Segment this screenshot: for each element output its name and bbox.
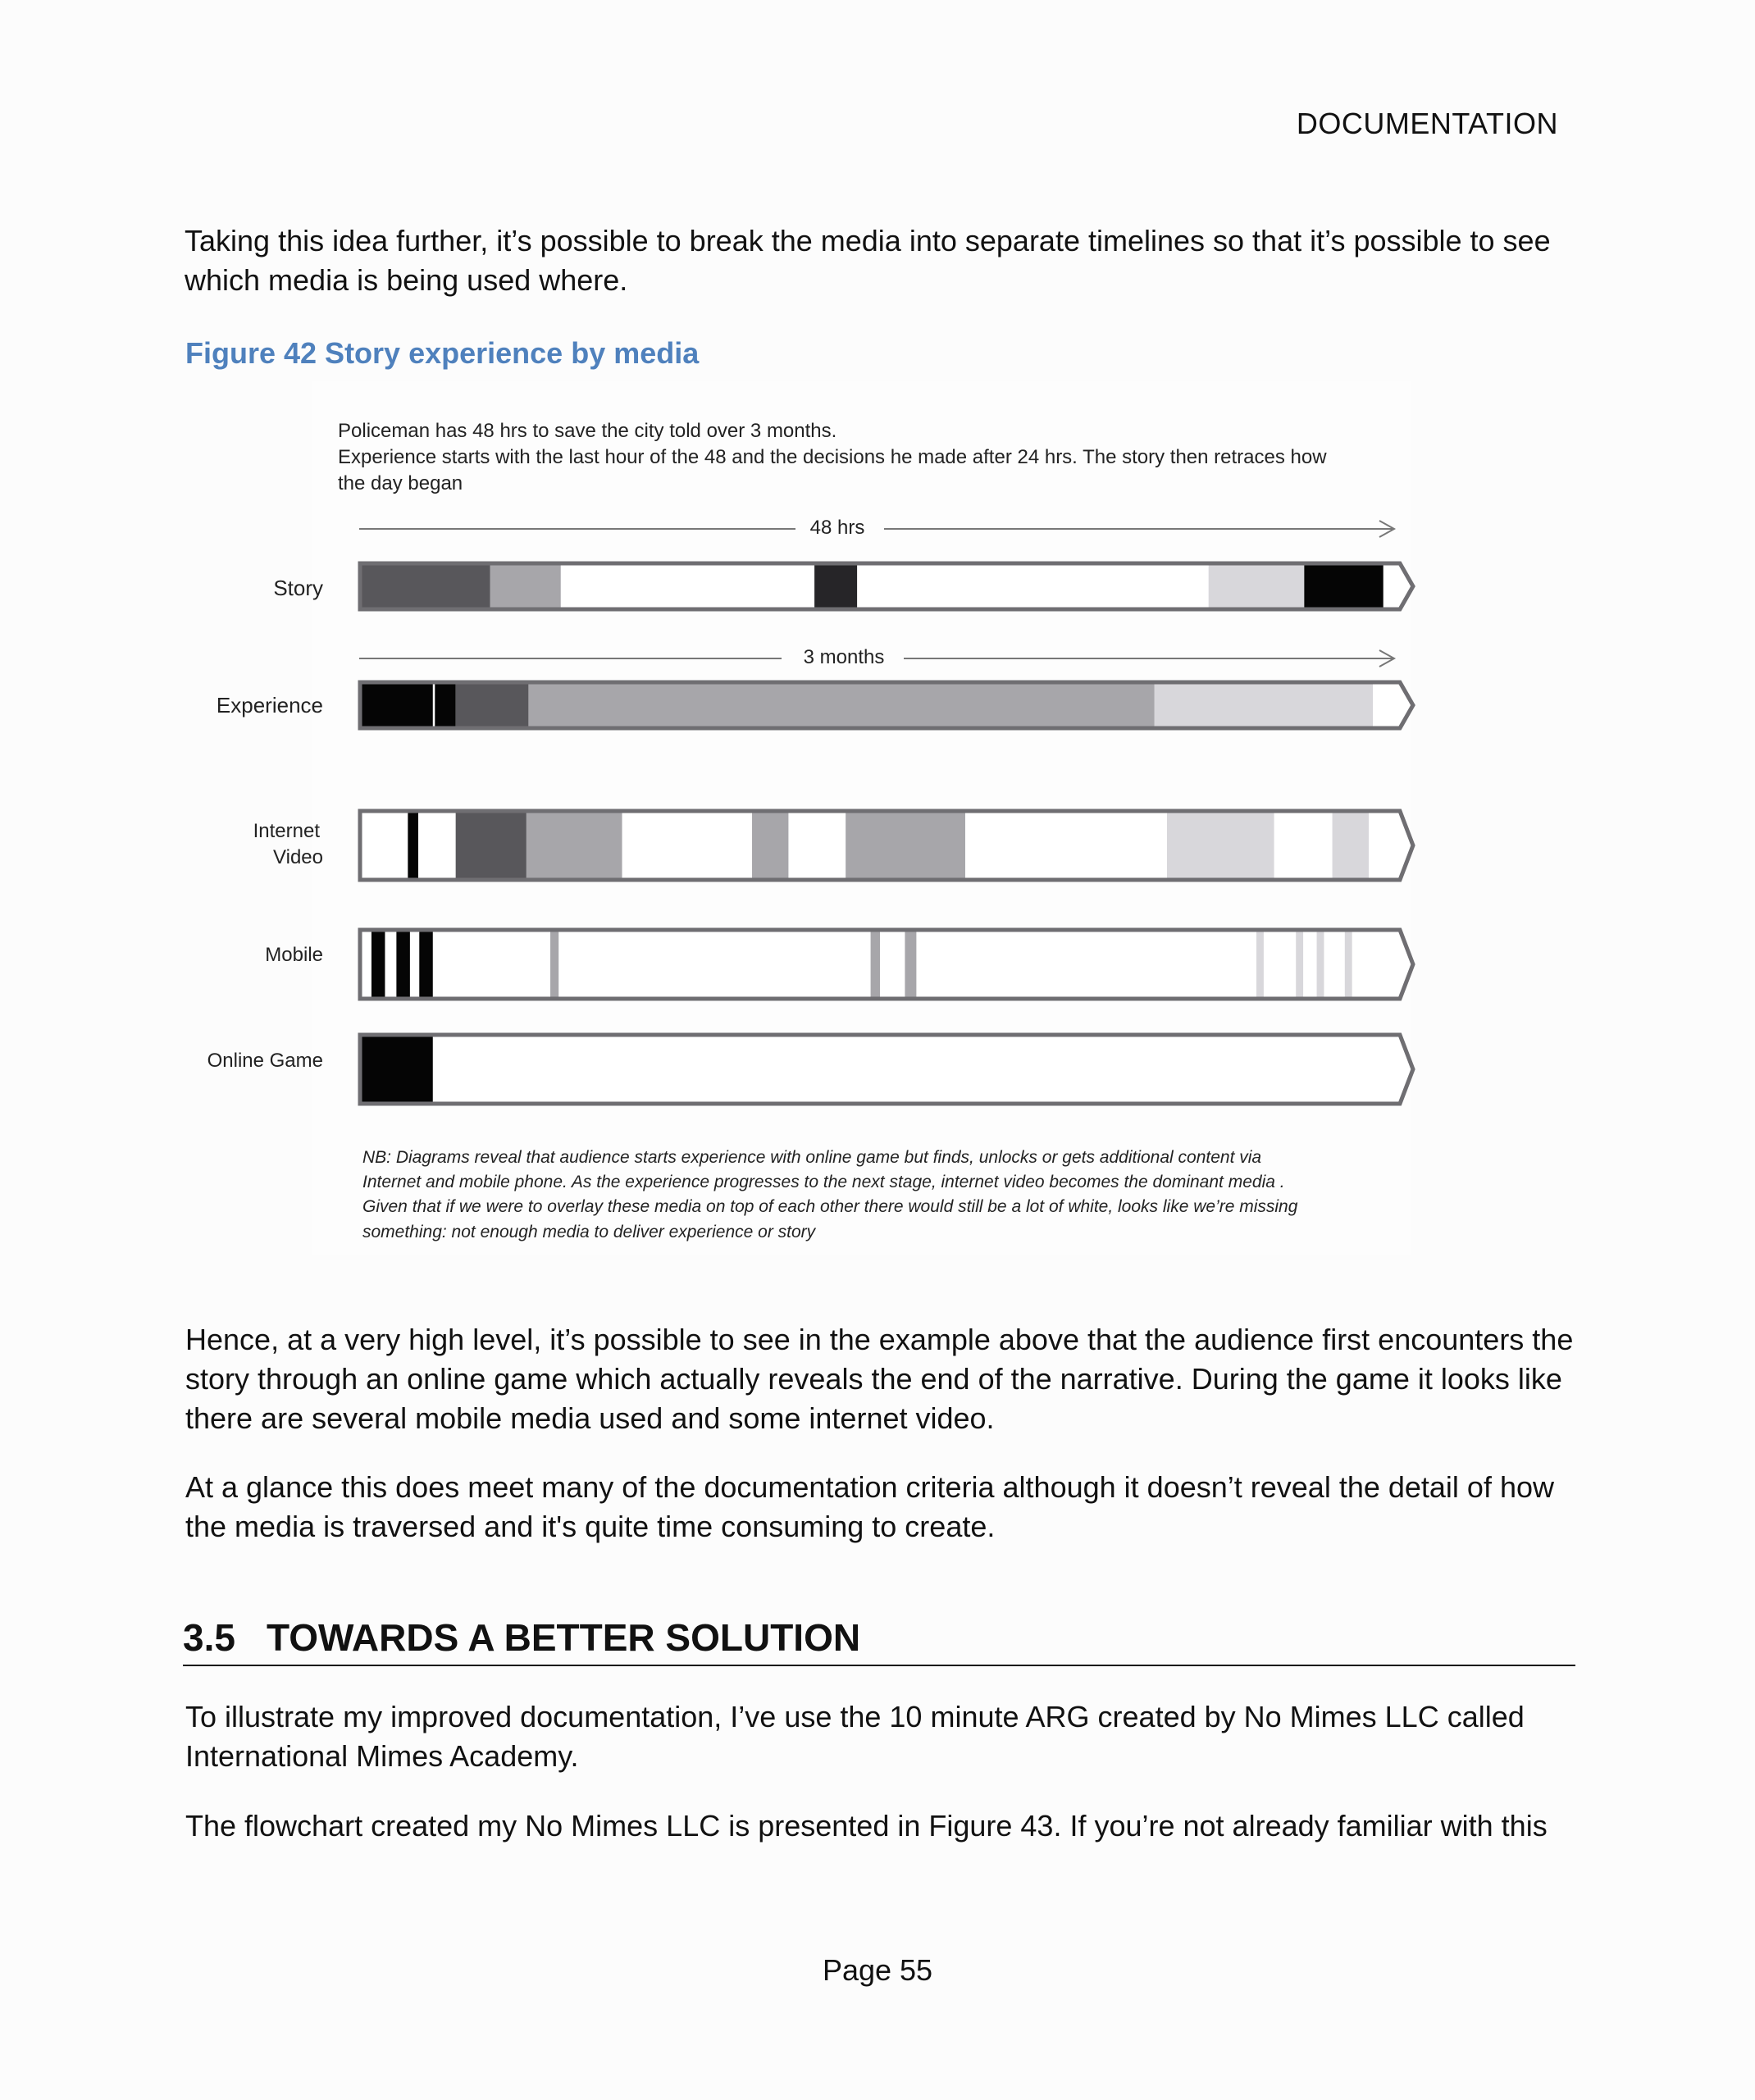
track-mobile [360,930,1413,999]
axis-label-3months: 3 months [803,646,885,668]
timeline-segment [360,563,490,609]
section-heading [183,1615,1575,1666]
story-media-timeline-figure [207,381,1411,1255]
track-background [360,1035,1413,1104]
section-title: TOWARDS A BETTER SOLUTION [267,1616,861,1659]
timeline-segment [1304,563,1383,609]
timeline-segment [435,682,455,728]
timeline-segment [526,811,622,880]
figure-description-line: Policeman has 48 hrs to save the city told over 3 months. [338,420,837,442]
figure-note-line: Given that if we were to overlay these media on top of each other there would still be a lot of white, looks like we’re missing [362,1197,1298,1216]
figure-note-line: NB: Diagrams reveal that audience starts experience with online game but finds, unlocks or gets additional content via [362,1148,1262,1167]
axis-label-48hrs: 48 hrs [809,517,865,539]
timeline-segment [1256,930,1264,999]
body-paragraph: At a glance this does meet many of the documentation criteria although it doesn’t reveal the detail of how the media is traversed and it's quite time consuming to create. [185,1470,1554,1543]
section-paragraph: The flowchart created my No Mimes LLC is presented in Figure 43. If you’re not already familiar with this [185,1809,1548,1843]
track-label-mobile: Mobile [265,944,323,966]
track-background [360,930,1413,999]
timeline-segment [1345,930,1352,999]
figure-note-line: something: not enough media to deliver experience or story [362,1223,816,1241]
timeline-segment [905,930,916,999]
timeline-segment [456,682,529,728]
timeline-segment [360,1035,433,1104]
page-number: Page 55 [822,1953,933,1987]
timeline-segment [1333,811,1369,880]
tracks-layer [360,563,1413,1104]
intro-paragraph: Taking this idea further, it’s possible to break the media into separate timelines so that it’s possible to see which media is being used where. [185,224,1551,297]
timeline-segment [408,811,418,880]
timeline-segment [1155,682,1373,728]
track-online-game [360,1035,1413,1104]
track-label-experience: Experience [216,693,323,717]
timeline-segment [846,811,965,880]
timeline-chart [207,381,1411,1255]
timeline-segment [550,930,558,999]
timeline-segment [419,930,432,999]
track-experience [360,682,1413,728]
body-paragraph: Hence, at a very high level, it’s possible to see in the example above that the audience first encounters the story through an online game which actually reveals the end of the narrative. During the game it looks like there are several mobile media used and some internet video. [185,1323,1574,1435]
figure-note-line: Internet and mobile phone. As the experience progresses to the next stage, internet video becomes the dominant media . [362,1173,1285,1191]
figure-description-line: the day began [338,472,463,494]
timeline-segment [1296,930,1303,999]
timeline-segment [1209,563,1305,609]
timeline-segment [372,930,385,999]
track-label-internet: Internet [253,820,320,842]
section-number: 3.5 [183,1616,235,1659]
figure-caption: Figure 42 Story experience by media [185,336,700,370]
track-label-story: Story [273,576,323,600]
timeline-segment [1317,930,1324,999]
running-head: DOCUMENTATION [1296,107,1558,140]
section-paragraph: To illustrate my improved documentation, I’ve use the 10 minute ARG created by No Mimes LLC called International Mimes Academy. [185,1700,1525,1773]
timeline-segment [456,811,526,880]
timeline-segment [1167,811,1274,880]
track-story [360,563,1413,609]
timeline-segment [752,811,788,880]
track-label-online-game: Online Game [207,1050,323,1072]
figure-description-line: Experience starts with the last hour of the 48 and the decisions he made after 24 hrs. The story then retraces how [338,446,1327,468]
timeline-segment [814,563,857,609]
timeline-segment [871,930,880,999]
track-internet-video [360,811,1413,880]
timeline-segment [528,682,1154,728]
timeline-segment [490,563,561,609]
timeline-segment [360,682,433,728]
timeline-segment [396,930,409,999]
track-label-video: Video [273,846,323,868]
